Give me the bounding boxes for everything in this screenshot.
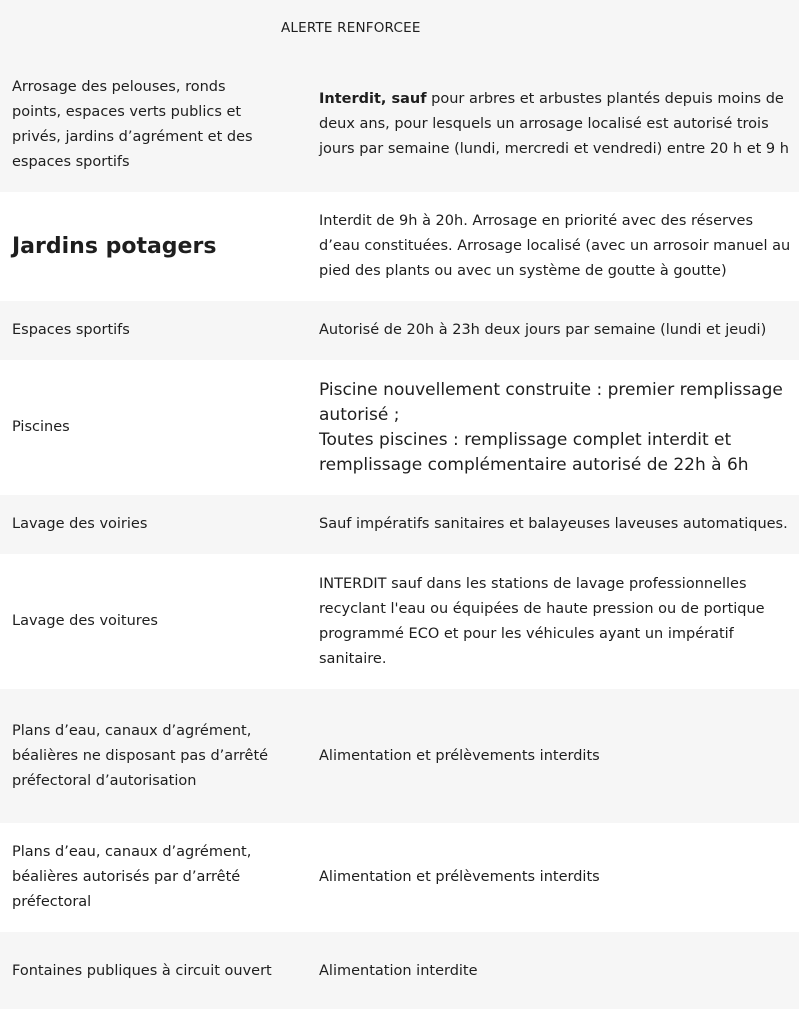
table-row [0, 689, 799, 823]
table-row [0, 57, 799, 192]
rule-cell: Alimentation interdite [319, 963, 478, 979]
rule-line: Piscine nouvellement construite : premier remplissage autorisé ; [319, 379, 783, 425]
rule-line: Toutes piscines : remplissage complet interdit et remplissage complémentaire autorisé de 22h à 6h [319, 429, 749, 475]
table-row [0, 360, 799, 495]
rule-cell: Alimentation et prélèvements interdits [319, 747, 600, 764]
rule-cell: Alimentation et prélèvements interdits [319, 869, 600, 885]
table-row [0, 192, 799, 301]
rule-cell: Interdit de 9h à 20h. Arrosage en priorité avec des réserves d’eau constituées. Arrosage localisé (avec un arrosoir manuel au pied des plants ou avec un système de goutte à goutte) [319, 213, 791, 279]
table-row [0, 554, 799, 689]
usage-cell: Piscines [12, 419, 70, 435]
rule-cell: Autorisé de 20h à 23h deux jours par semaine (lundi et jeudi) [319, 322, 767, 338]
usage-cell: Arrosage des pelouses, ronds points, espaces verts publics et privés, jardins d’agrément et des espaces sportifs [12, 78, 253, 170]
usage-cell: Fontaines publiques à circuit ouvert [12, 963, 272, 979]
table-row [0, 301, 799, 360]
table-row [0, 495, 799, 554]
rule-text: pour arbres et arbustes plantés depuis moins de deux ans, pour lesquels un arrosage localisé est autorisé trois jours par semaine (lundi, mercredi et vendredi) entre 20 h et 9 h [319, 91, 789, 157]
rule-cell: INTERDIT sauf dans les stations de lavage professionnelles recyclant l'eau ou équipées de haute pression ou de portique programmé ECO et pour les véhicules ayant un impératif sanitaire. [319, 575, 765, 667]
usage-title: Jardins potagers [12, 233, 217, 259]
rule-cell [319, 87, 799, 162]
usage-cell: Espaces sportifs [12, 322, 130, 338]
usage-cell: Lavage des voiries [12, 516, 148, 532]
usage-cell [0, 232, 319, 262]
usage-cell: Plans d’eau, canaux d’agrément, béalières ne disposant pas d’arrêté préfectoral d’autorisation [12, 722, 269, 789]
table-row [0, 823, 799, 932]
rule-cell: Sauf impératifs sanitaires et balayeuses laveuses automatiques. [319, 516, 788, 532]
table-row [0, 932, 799, 1009]
usage-cell: Lavage des voitures [12, 613, 158, 629]
usage-cell: Plans d’eau, canaux d’agrément, béalières autorisés par d’arrêté préfectoral [12, 844, 252, 910]
table-header [0, 0, 799, 57]
rule-cell [319, 378, 799, 478]
rule-emphasis: Interdit, sauf [319, 91, 427, 107]
column-header-alert-level: ALERTE RENFORCEE [281, 20, 421, 36]
